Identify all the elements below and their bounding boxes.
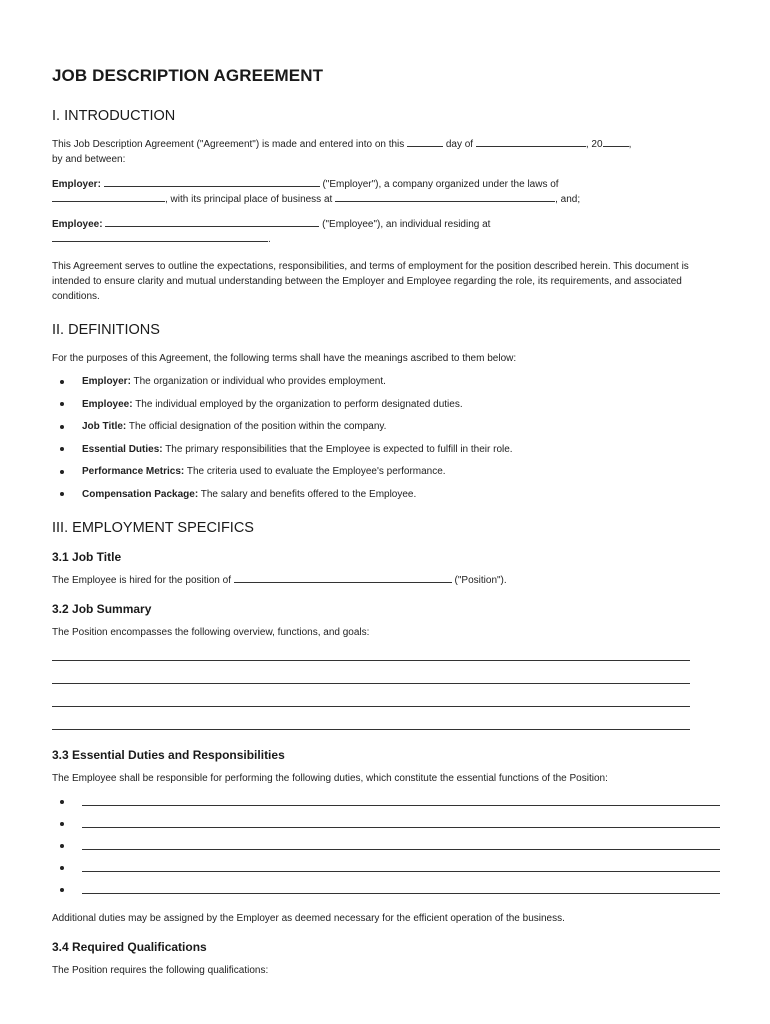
duties-list	[52, 795, 722, 905]
summary-blank-line[interactable]	[52, 673, 690, 684]
duty-blank-line[interactable]	[82, 817, 720, 828]
subheading-job-summary: 3.2 Job Summary	[52, 601, 152, 616]
job-title-paragraph	[52, 573, 722, 588]
document-content	[52, 66, 722, 986]
definition-item	[52, 464, 722, 479]
definition-text: The criteria used to evaluate the Employee's performance.	[186, 466, 446, 477]
definition-text: The official designation of the position within the company.	[128, 421, 387, 432]
definition-text: The salary and benefits offered to the Employee.	[200, 488, 417, 500]
definition-term: Performance Metrics:	[82, 466, 185, 477]
duty-blank-line[interactable]	[82, 861, 720, 872]
definition-item	[52, 442, 722, 457]
definition-item	[52, 487, 722, 502]
definition-text: The individual employed by the organization to perform designated duties.	[135, 398, 463, 410]
position-title-blank[interactable]	[234, 573, 452, 583]
subheading-job-title: 3.1 Job Title	[52, 549, 122, 564]
intro-text-e: by and between:	[52, 154, 126, 165]
subheading-essential-duties: 3.3 Essential Duties and Responsibilities	[52, 747, 285, 762]
section-heading-introduction: I. INTRODUCTION	[52, 108, 176, 124]
employee-label: Employee:	[52, 219, 103, 230]
intro-purpose-paragraph: This Agreement serves to outline the expectations, responsibilities, and terms of employment for the position described herein. This document is intended to ensure clarity and mutual understanding between the Employer and Employee regarding the role, its requirements, and associated conditions.	[52, 261, 689, 302]
definition-term: Job Title:	[82, 421, 127, 432]
intro-opening-paragraph	[52, 137, 722, 167]
duty-item	[52, 817, 722, 839]
employer-text-a: ("Employer"), a company organized under the laws of	[322, 179, 559, 190]
definition-text: The organization or individual who provides employment.	[133, 376, 386, 387]
duty-item	[52, 795, 722, 817]
qualifications-intro: The Position requires the following qualifications:	[52, 964, 269, 976]
duties-intro: The Employee shall be responsible for performing the following duties, which constitute the essential functions of the Position:	[52, 772, 608, 784]
duty-blank-line[interactable]	[82, 883, 720, 894]
section-heading-employment-specifics: III. EMPLOYMENT SPECIFICS	[52, 519, 254, 536]
month-blank[interactable]	[476, 137, 586, 147]
duty-item	[52, 883, 722, 905]
employer-text-b: , with its principal place of business at	[165, 194, 333, 205]
day-blank[interactable]	[407, 137, 443, 147]
duty-item	[52, 839, 722, 861]
intro-text-c: , 20	[585, 139, 603, 150]
definitions-list	[52, 374, 722, 502]
year-blank[interactable]	[603, 137, 629, 147]
definition-term: Compensation Package:	[82, 488, 199, 500]
definition-text: The primary responsibilities that the Employee is expected to fulfill in their role.	[165, 443, 513, 455]
section-heading-definitions: II. DEFINITIONS	[52, 322, 160, 338]
job-title-text-b: ("Position").	[454, 574, 507, 586]
subheading-required-qualifications: 3.4 Required Qualifications	[52, 939, 207, 954]
definition-term: Essential Duties:	[82, 443, 163, 455]
document-title: JOB DESCRIPTION AGREEMENT	[52, 66, 324, 85]
summary-blank-line[interactable]	[52, 719, 690, 730]
governing-laws-blank[interactable]	[52, 192, 165, 202]
duty-blank-line[interactable]	[82, 839, 720, 850]
duties-additional-note: Additional duties may be assigned by the Employer as deemed necessary for the efficient operation of the business.	[52, 912, 565, 924]
employee-name-blank[interactable]	[105, 217, 319, 227]
intro-text-a: This Job Description Agreement ("Agreement") is made and entered into on this	[52, 139, 405, 150]
employer-name-blank[interactable]	[104, 177, 320, 187]
employee-paragraph	[52, 217, 722, 247]
definition-item	[52, 374, 722, 389]
employer-text-c: , and;	[555, 194, 581, 205]
employee-address-blank[interactable]	[52, 232, 268, 242]
intro-text-b: day of	[445, 139, 474, 150]
definition-term: Employer:	[82, 376, 131, 387]
employee-text-a: ("Employee"), an individual residing at	[322, 219, 491, 230]
summary-blank-line[interactable]	[52, 650, 690, 661]
employer-label: Employer:	[52, 179, 101, 190]
summary-blank-line[interactable]	[52, 696, 690, 707]
employee-text-b: .	[268, 234, 271, 245]
intro-text-d: ,	[628, 139, 632, 150]
job-summary-lines	[52, 650, 722, 730]
duty-item	[52, 861, 722, 883]
definitions-intro: For the purposes of this Agreement, the following terms shall have the meanings ascribed to them below:	[52, 353, 517, 364]
job-title-text-a: The Employee is hired for the position of	[52, 574, 231, 586]
business-address-blank[interactable]	[335, 192, 555, 202]
definition-item	[52, 419, 722, 434]
job-summary-intro: The Position encompasses the following overview, functions, and goals:	[52, 626, 370, 638]
definition-item	[52, 397, 722, 412]
employer-paragraph	[52, 177, 722, 207]
duty-blank-line[interactable]	[82, 795, 720, 806]
definition-term: Employee:	[82, 398, 133, 410]
